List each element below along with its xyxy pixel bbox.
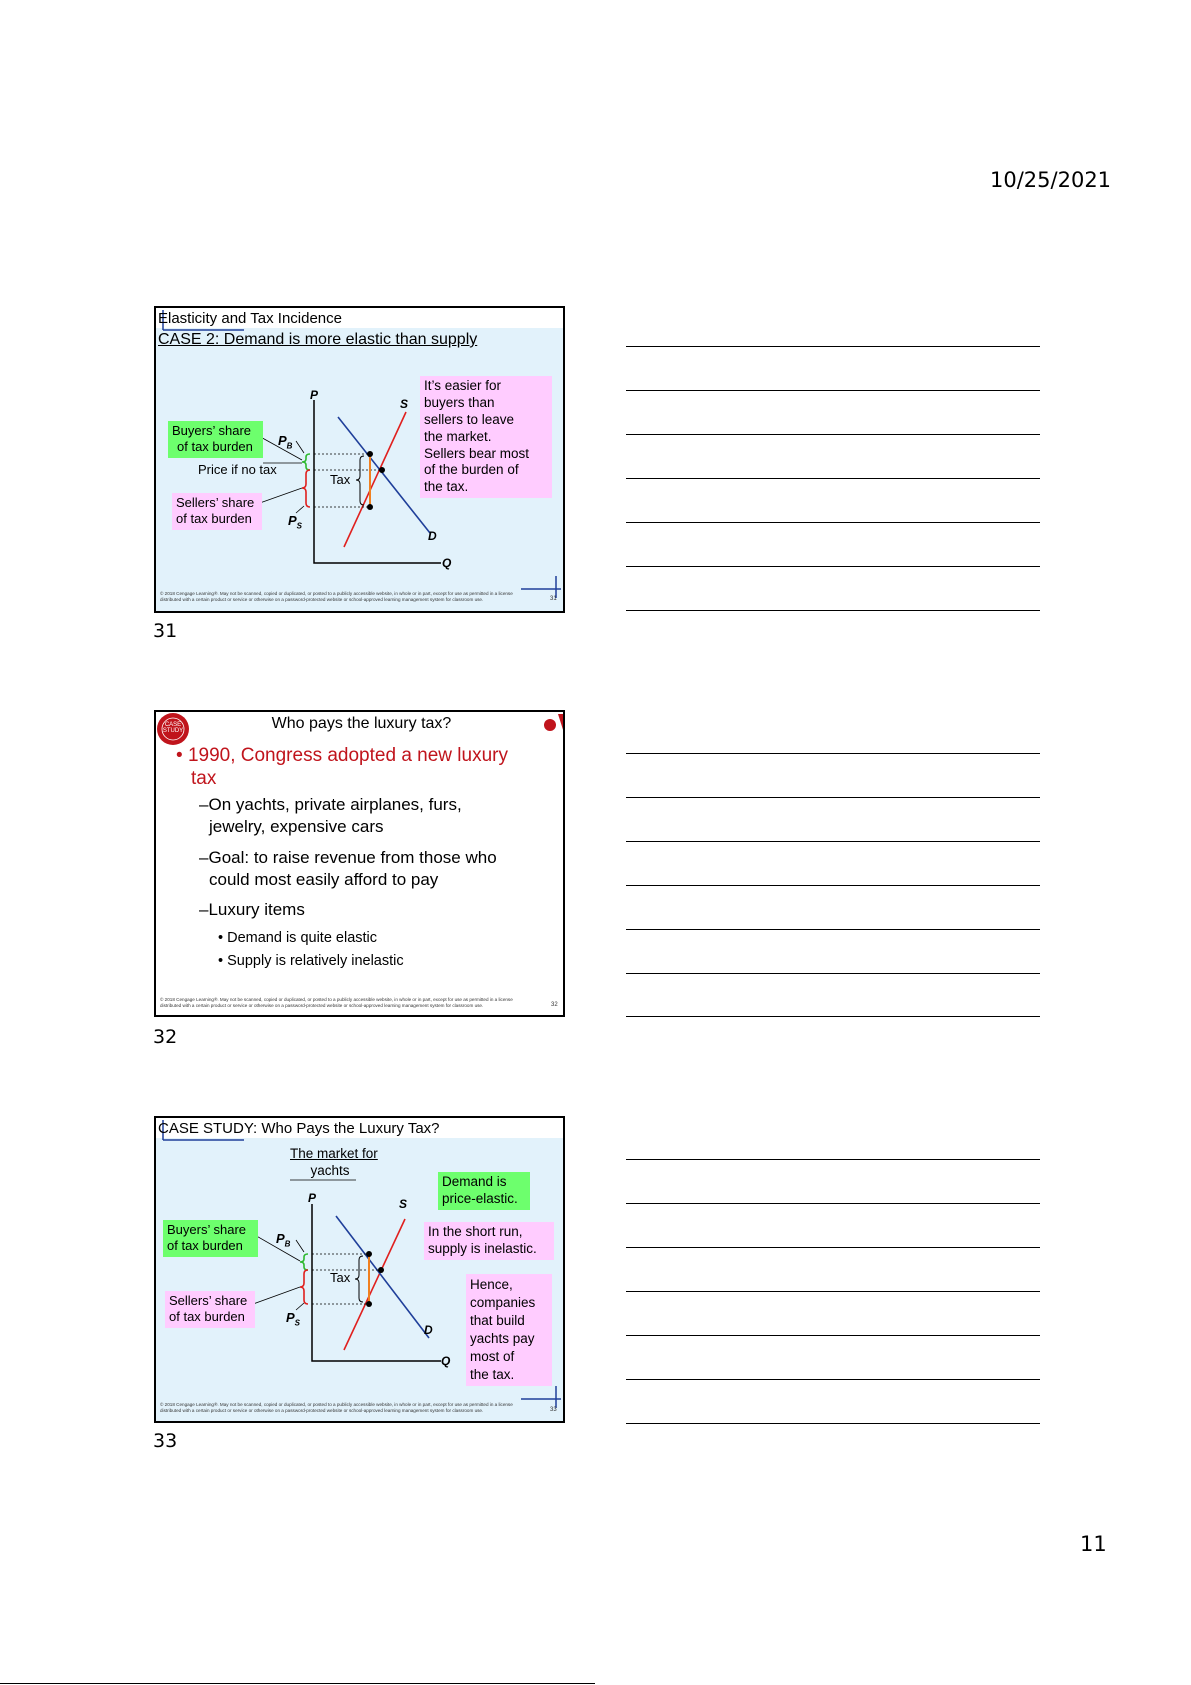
axis-label-p: P [308,1191,317,1205]
note-line [626,346,1040,347]
axis-label-q: Q [442,556,452,570]
sub-bullet-2: –Goal: to raise revenue from those who could most easily afford to pay [199,848,497,889]
main-bullet: • 1990, Congress adopted a new luxury tax [176,745,508,789]
note-line [626,1203,1040,1204]
slide-number-32: 32 [153,1026,178,1048]
note-line [626,797,1040,798]
demand-elastic-box: Demand is price-elastic. [438,1172,530,1210]
note-line [626,1423,1040,1424]
corner-slide-number: 32 [551,1002,558,1008]
copyright-notice: © 2018 Cengage Learning®. May not be scanned, copied or duplicated, or posted to a publicly accessible website, in whole or in part, except for use as permitted in a license distributed with a certain product or service or otherwise on a password-protected website or school-approved learning management system for classroom use. [160,1402,513,1414]
supply-label: S [399,1197,408,1211]
note-line [626,566,1040,567]
note-line [626,973,1040,974]
page-number: 11 [1080,1532,1107,1556]
copyright-notice: © 2018 Cengage Learning®. May not be scanned, copied or duplicated, or posted to a publicly accessible website, in whole or in part, except for use as permitted in a license distributed with a certain product or service or otherwise on a password-protected website or school-approved learning management system for classroom use. [160,997,513,1009]
axis-label-p: P [310,388,319,402]
slide-number-33: 33 [153,1430,178,1452]
note-line [626,885,1040,886]
note-line [626,478,1040,479]
slide-32 [154,710,565,1017]
note-line [626,929,1040,930]
tax-label: Tax [330,1270,351,1285]
sub-sub-bullets: • Demand is quite elastic • Supply is relatively inelastic [218,930,404,969]
note-line [626,1335,1040,1336]
pb-label: $P_B$ [276,1231,291,1249]
ps-label: $P_S$ [286,1310,301,1328]
sellers-share-box: Sellers’ share of tax burden [165,1291,255,1328]
corner-slide-number: 31 [550,596,557,602]
sub-bullet-1: –On yachts, private airplanes, furs, jewelry, expensive cars [199,795,462,836]
note-line [626,522,1040,523]
buyers-share-box: Buyers’ share of tax burden [163,1220,258,1257]
supply-inelastic-box: In the short run, supply is inelastic. [424,1222,554,1260]
note-line [626,1379,1040,1380]
slide-title: Elasticity and Tax Incidence [158,310,342,327]
explanation-box: It’s easier for buyers than sellers to leave the market. Sellers bear most of the burden of the tax. [420,376,552,498]
slide-33 [154,1116,565,1423]
slide-title: CASE STUDY: Who Pays the Luxury Tax? [158,1120,440,1137]
buyers-share-box: Buyers’ share of tax burden [168,421,263,458]
bottom-rule [0,1683,595,1684]
supply-label: S [400,397,409,411]
note-line [626,753,1040,754]
demand-label: D [428,529,437,543]
slide-31 [154,306,565,613]
case-study-badge: CASE STUDY [162,722,184,734]
market-label: The market for yachts [290,1146,378,1178]
note-line [626,1159,1040,1160]
slide-number-31: 31 [153,620,178,642]
page-date: 10/25/2021 [990,168,1112,192]
demand-label: D [424,1323,433,1337]
note-line [626,1291,1040,1292]
conclusion-box: Hence, companies that build yachts pay most of the tax. [466,1274,552,1386]
slide-title: Who pays the luxury tax? [271,715,452,732]
note-line [626,390,1040,391]
tax-label: Tax [330,472,351,487]
axis-label-q: Q [441,1354,451,1368]
ps-label: $P_S$ [288,513,303,531]
note-line [626,1247,1040,1248]
note-line [626,1016,1040,1017]
pb-label: $P_B$ [278,433,293,451]
note-line [626,841,1040,842]
sub-bullet-3: –Luxury items [199,900,305,919]
note-line [626,610,1040,611]
sellers-share-box: Sellers’ share of tax burden [172,493,262,530]
price-no-tax-label: Price if no tax [198,462,277,477]
copyright-notice: © 2018 Cengage Learning®. May not be scanned, copied or duplicated, or posted to a publicly accessible website, in whole or in part, except for use as permitted in a license distributed with a certain product or service or otherwise on a password-protected website or school-approved learning management system for classroom use. [160,591,513,603]
note-line [626,434,1040,435]
slide-subtitle: CASE 2: Demand is more elastic than supply [158,331,478,348]
corner-slide-number: 33 [550,1407,557,1413]
